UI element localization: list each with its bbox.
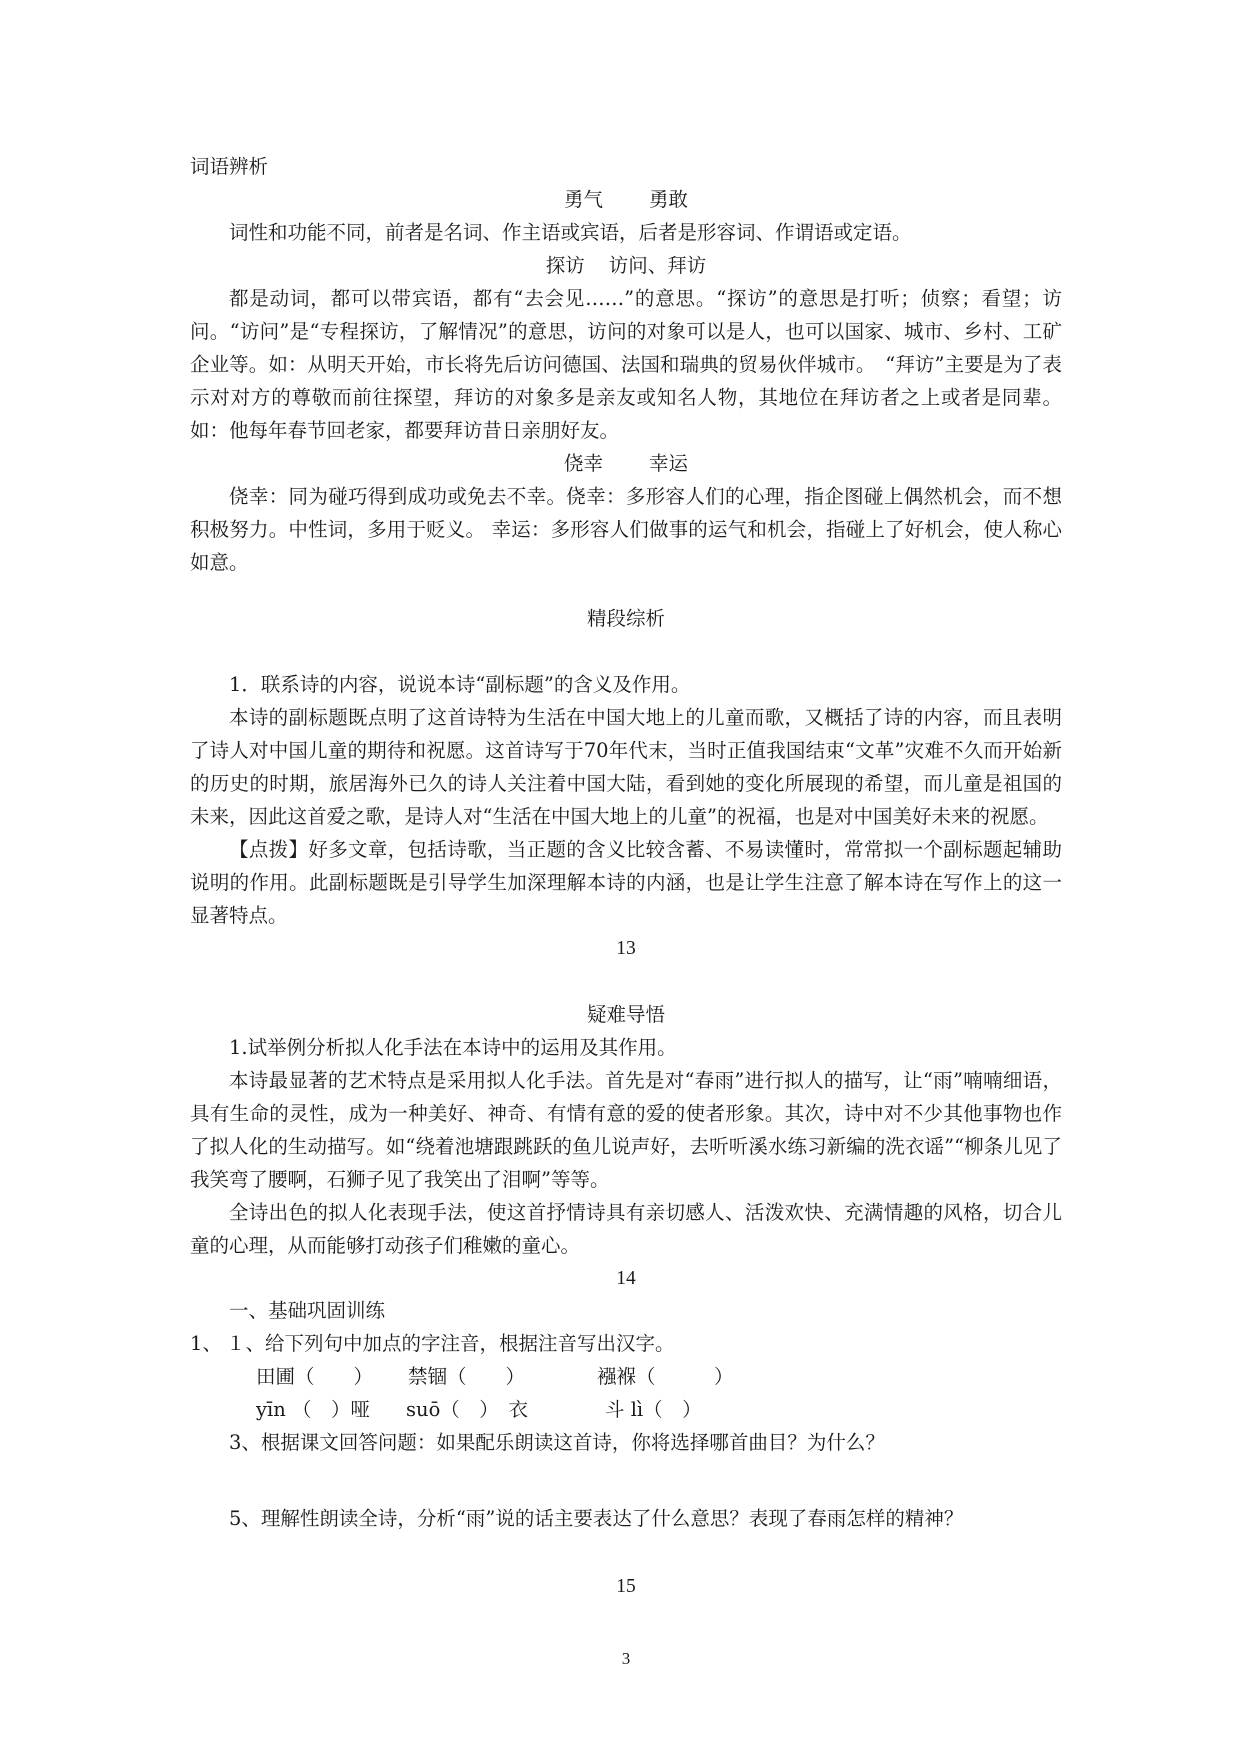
- word-pair-heading: [190, 183, 1062, 216]
- word-a: 勇气: [563, 188, 603, 211]
- word-row: [190, 1360, 1070, 1393]
- exercise-question-1: [190, 1327, 1070, 1360]
- inline-page-number: 13: [616, 938, 636, 959]
- word-b: 勇敢: [649, 188, 689, 211]
- section-title: 词语辨析: [190, 155, 269, 178]
- question: 1.试举例分析拟人化手法在本诗中的运用及其作用。: [229, 1036, 677, 1059]
- section-passage-analysis: [190, 602, 1062, 635]
- list-prefix: 1、: [190, 1332, 222, 1355]
- blank-item: yīn （ ）哑: [256, 1398, 371, 1421]
- section-difficulty: [190, 998, 1062, 1295]
- question-text: １、给下列句中加点的字注音，根据注音写出汉字。: [226, 1332, 675, 1355]
- paragraph: 词性和功能不同，前者是名词、作主语或宾语，后者是形容词、作谓语或定语。: [229, 221, 912, 244]
- question-text: 3、根据课文回答问题：如果配乐朗读这首诗，你将选择哪首曲目？为什么？: [229, 1431, 885, 1454]
- tip-paragraph: 【点拨】好多文章，包括诗歌，当正题的含义比较含蓄、不易读懂时，常常拟一个副标题起辅助说明的作用。此副标题既是引导学生加深理解本诗的内涵，也是让学生注意了解本诗在写作上的这一显著特点。: [190, 838, 1062, 927]
- inline-page-number: 14: [616, 1268, 636, 1289]
- section-passage-body: [190, 668, 1062, 965]
- section-title: 疑难导悟: [586, 1003, 665, 1026]
- word-a: 侥幸: [563, 452, 603, 475]
- word-b: 幸运: [649, 452, 689, 475]
- exercise-question-5: [190, 1502, 1062, 1535]
- inline-page-number-15: [190, 1570, 1062, 1603]
- blank-item: 斗 lì（ ）: [605, 1398, 702, 1421]
- question-text: 5、理解性朗读全诗，分析“雨”说的话主要表达了什么意思？表现了春雨怎样的精神？: [229, 1507, 964, 1530]
- page-number: 3: [621, 1649, 631, 1668]
- word-pair-heading: [190, 447, 1062, 480]
- blank-item: suō（ ） 衣: [406, 1398, 529, 1421]
- section-title: 一、基础巩固训练: [229, 1299, 386, 1322]
- paragraph: 本诗最显著的艺术特点是采用拟人化手法。首先是对“春雨”进行拟人的描写，让“雨”喃喃细语，具有生命的灵性，成为一种美好、神奇、有情有意的爱的使者形象。其次，诗中对不少其他事物也作了拟人化的生动描写。如“绕着池塘跟跳跃的鱼儿说声好，去听听溪水练习新编的洗衣谣”“柳条儿见了我笑弯了腰啊，石狮子见了我笑出了泪啊”等等。: [190, 1069, 1062, 1191]
- word-pair-heading: [190, 249, 1062, 282]
- paragraph: 侥幸：同为碰巧得到成功或免去不幸。侥幸：多形容人们的心理，指企图碰上偶然机会，而不想积极努力。中性词，多用于贬义。 幸运：多形容人们做事的运气和机会，指碰上了好机会，使人称心如意。: [190, 485, 1062, 574]
- blank-item: 襁褓（ ）: [597, 1365, 734, 1388]
- footer: [190, 1642, 1062, 1675]
- word-a: 探访: [545, 254, 585, 277]
- pinyin-row: [190, 1393, 1070, 1426]
- section-word-analysis: [190, 150, 1062, 579]
- exercise-question-3: [190, 1426, 1062, 1459]
- section-exercises: [190, 1294, 1062, 1327]
- section-title: 精段综析: [586, 607, 665, 630]
- paragraph: 全诗出色的拟人化表现手法，使这首抒情诗具有亲切感人、活泼欢快、充满情趣的风格，切合儿童的心理，从而能够打动孩子们稚嫩的童心。: [190, 1201, 1062, 1257]
- question: 1．联系诗的内容，说说本诗“副标题”的含义及作用。: [229, 673, 691, 696]
- paragraph: 本诗的副标题既点明了这首诗特为生活在中国大地上的儿童而歌，又概括了诗的内容，而且表明了诗人对中国儿童的期待和祝愿。这首诗写于70年代末，当时正值我国结束“文革”灾难不久而开始新的历史的时期，旅居海外已久的诗人关注着中国大陆，看到她的变化所展现的希望，而儿童是祖国的未来，因此这首爱之歌，是诗人对“生活在中国大地上的儿童”的祝福，也是对中国美好未来的祝愿。: [190, 706, 1062, 828]
- word-b: 访问、拜访: [608, 254, 707, 277]
- blank-item: 禁锢（ ）: [408, 1365, 526, 1388]
- inline-page-number: 15: [616, 1576, 636, 1597]
- blank-item: 田圃（ ）: [256, 1365, 374, 1388]
- paragraph: 都是动词，都可以带宾语，都有“去会见……”的意思。“探访”的意思是打听；侦察；看望；访问。“访问”是“专程探访，了解情况”的意思，访问的对象可以是人，也可以国家、城市、乡村、工矿企业等。如：从明天开始，市长将先后访问德国、法国和瑞典的贸易伙伴城市。 “拜访”主要是为了表示对对方的尊敬而前往探望，拜访的对象多是亲友或知名人物，其地位在拜访者之上或者是同辈。如：他每年春节回老家，都要拜访昔日亲朋好友。: [190, 287, 1062, 442]
